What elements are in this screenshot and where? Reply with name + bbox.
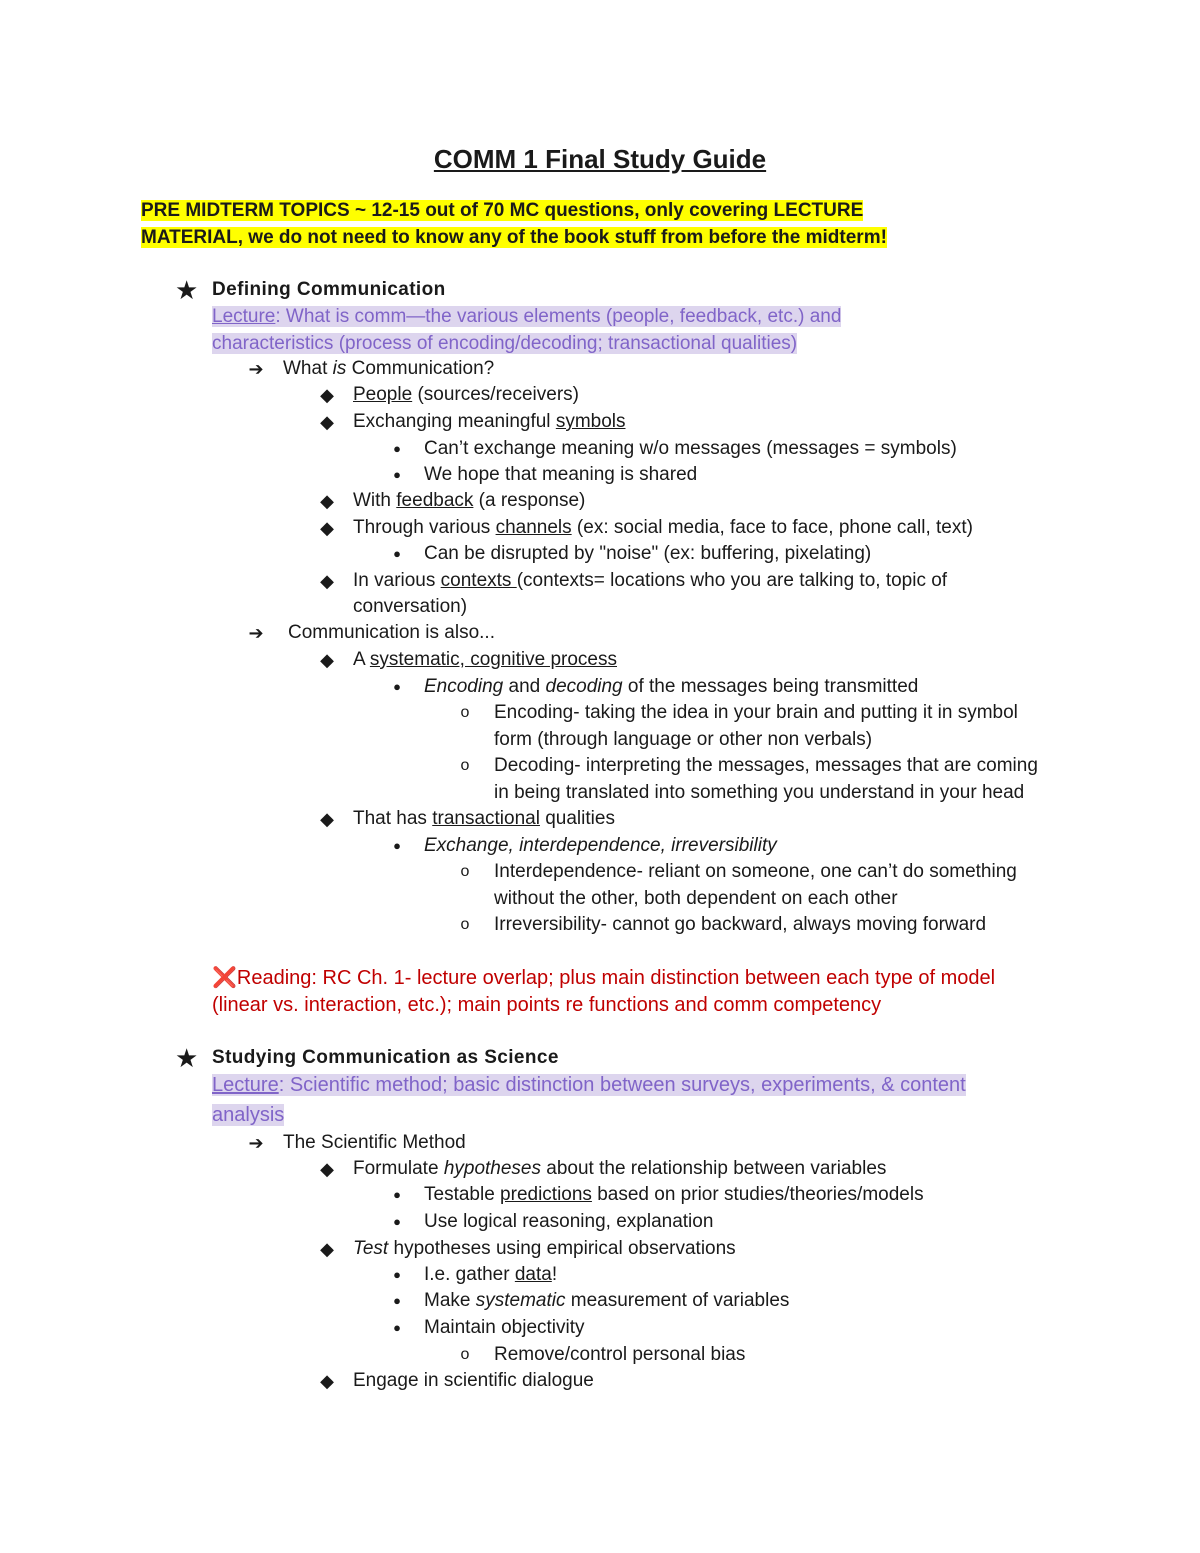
diamond-icon: ◆	[320, 571, 334, 591]
diamond-icon: ◆	[320, 809, 334, 829]
outline-item: Exchange, interdependence, irreversibility	[424, 835, 777, 856]
dot-icon: ●	[393, 1267, 401, 1282]
outline-item: Formulate hypotheses about the relationship between variables	[353, 1158, 887, 1179]
outline-item: What is Communication?	[283, 358, 495, 379]
reading-note-line-2: (linear vs. interaction, etc.); main points re functions and comm competency	[212, 994, 882, 1016]
outline-item: Encoding- taking the idea in your brain and putting it in symbol	[494, 702, 1018, 723]
circle-icon: o	[460, 704, 470, 721]
diamond-icon: ◆	[320, 1371, 334, 1391]
reading-note-line-1: ❌Reading: RC Ch. 1- lecture overlap; plus main distinction between each type of model	[212, 967, 996, 989]
banner-line-1: PRE MIDTERM TOPICS ~ 12-15 out of 70 MC questions, only covering LECTURE	[141, 200, 864, 221]
dot-icon: ●	[393, 838, 401, 853]
arrow-icon: ➔	[248, 1133, 264, 1153]
diamond-icon: ◆	[320, 518, 334, 538]
banner-line-2: MATERIAL, we do not need to know any of the book stuff from before the midterm!	[141, 227, 887, 248]
lecture-summary-line-2: analysis	[212, 1104, 285, 1126]
arrow-icon: ➔	[248, 359, 264, 379]
star-icon: ★	[175, 1043, 199, 1073]
outline-item: Can be disrupted by "noise" (ex: buffering, pixelating)	[424, 543, 872, 564]
cross-icon: ❌	[212, 967, 237, 989]
outline-item: I.e. gather data!	[424, 1264, 558, 1285]
lecture-summary-line-2: characteristics (process of encoding/decoding; transactional qualities)	[212, 333, 798, 354]
outline-item-continued: without the other, both dependent on each other	[494, 888, 898, 909]
outline-item-continued: form (through language or other non verbals)	[494, 729, 873, 750]
lecture-label: Lecture	[212, 1074, 279, 1096]
outline-item: We hope that meaning is shared	[424, 464, 698, 485]
lecture-summary-line-1: Lecture: What is comm—the various elements (people, feedback, etc.) and	[212, 306, 842, 327]
outline-item: That has transactional qualities	[353, 808, 615, 829]
outline-item: The Scientific Method	[283, 1132, 466, 1153]
outline-item-continued: in being translated into something you understand in your head	[494, 782, 1025, 803]
outline-item: With feedback (a response)	[353, 490, 586, 511]
section-heading-defining-communication: Defining Communication	[212, 279, 446, 300]
dot-icon: ●	[393, 467, 401, 482]
circle-icon: o	[460, 1346, 470, 1363]
circle-icon: o	[460, 757, 470, 774]
outline-item: Decoding- interpreting the messages, messages that are coming	[494, 755, 1038, 776]
arrow-icon: ➔	[248, 623, 264, 643]
outline-item: Encoding and decoding of the messages being transmitted	[424, 676, 919, 697]
lecture-label: Lecture	[212, 306, 276, 327]
diamond-icon: ◆	[320, 412, 334, 432]
dot-icon: ●	[393, 679, 401, 694]
dot-icon: ●	[393, 1187, 401, 1202]
outline-item: Interdependence- reliant on someone, one can’t do something	[494, 861, 1017, 882]
outline-item: Communication is also...	[288, 622, 495, 643]
outline-item: Use logical reasoning, explanation	[424, 1211, 714, 1232]
dot-icon: ●	[393, 546, 401, 561]
circle-icon: o	[460, 916, 470, 933]
outline-item: Maintain objectivity	[424, 1317, 585, 1338]
diamond-icon: ◆	[320, 1239, 334, 1259]
outline-item: Testable predictions based on prior studies/theories/models	[424, 1184, 924, 1205]
document-title: COMM 1 Final Study Guide	[433, 144, 767, 174]
diamond-icon: ◆	[320, 1159, 334, 1179]
lecture-summary-line-1: Lecture: Scientific method; basic distinction between surveys, experiments, & content	[212, 1074, 966, 1096]
dot-icon: ●	[393, 1293, 401, 1308]
star-icon: ★	[175, 275, 199, 305]
outline-item-continued: conversation)	[353, 596, 468, 617]
dot-icon: ●	[393, 1214, 401, 1229]
outline-item: People (sources/receivers)	[353, 384, 579, 405]
circle-icon: o	[460, 863, 470, 880]
outline-item: Through various channels (ex: social media, face to face, phone call, text)	[353, 517, 973, 538]
outline-item: Remove/control personal bias	[494, 1344, 746, 1365]
outline-item: Engage in scientific dialogue	[353, 1370, 594, 1391]
outline-item: Test hypotheses using empirical observations	[353, 1238, 736, 1259]
diamond-icon: ◆	[320, 385, 334, 405]
outline-item: Exchanging meaningful symbols	[353, 411, 626, 432]
outline-item: In various contexts (contexts= locations who you are talking to, topic of	[353, 570, 948, 591]
outline-item: Make systematic measurement of variables	[424, 1290, 790, 1311]
diamond-icon: ◆	[320, 491, 334, 511]
outline-item: A systematic, cognitive process	[353, 649, 617, 670]
dot-icon: ●	[393, 441, 401, 456]
diamond-icon: ◆	[320, 650, 334, 670]
outline-item: Irreversibility- cannot go backward, always moving forward	[494, 914, 987, 935]
section-heading-studying-communication: Studying Communication as Science	[212, 1047, 559, 1068]
outline-item: Can’t exchange meaning w/o messages (messages = symbols)	[424, 438, 957, 459]
dot-icon: ●	[393, 1320, 401, 1335]
